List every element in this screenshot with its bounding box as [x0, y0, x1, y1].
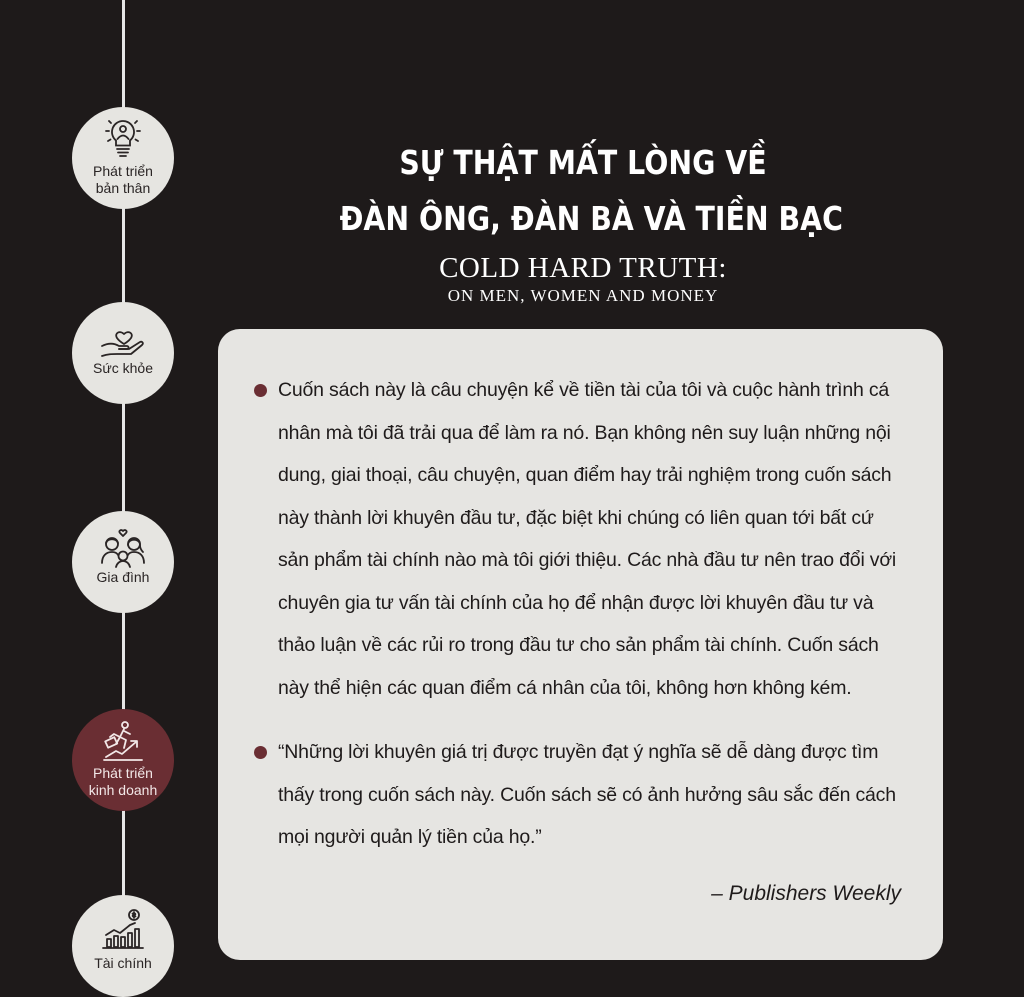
title-english-line2: ON MEN, WOMEN AND MONEY	[447, 286, 719, 305]
description-card	[218, 329, 943, 960]
timeline-node-health	[72, 302, 174, 404]
timeline-label: Phát triển kinh doanh	[88, 765, 158, 798]
timeline-node-family	[72, 511, 174, 613]
title-vietnamese-line2: ĐÀN ÔNG, ĐÀN BÀ VÀ TIỀN BẠC	[339, 199, 843, 238]
timeline-label: Tài chính	[94, 955, 152, 971]
quote-attribution: – Publishers Weekly	[711, 881, 901, 905]
lightbulb-person-icon	[98, 117, 148, 161]
title-vietnamese-line1: SỰ THẬT MẤT LÒNG VỀ	[399, 143, 767, 182]
review-quote	[254, 731, 907, 859]
business-growth-icon	[98, 719, 148, 763]
hand-heart-icon	[98, 316, 148, 360]
family-icon	[98, 525, 148, 569]
finance-chart-icon	[98, 907, 148, 951]
timeline-node-finance	[72, 895, 174, 997]
bullet-dot	[254, 384, 267, 397]
timeline-node-business-development	[72, 709, 174, 811]
timeline-label: Phát triển bản thân	[93, 163, 153, 196]
book-title-block	[300, 135, 866, 307]
description-paragraph	[254, 369, 907, 709]
title-english-line1: COLD HARD TRUTH:	[439, 252, 727, 284]
timeline-label: Gia đình	[96, 569, 150, 585]
timeline-node-personal-development	[72, 107, 174, 209]
paragraph-text: Cuốn sách này là câu chuyện kể về tiền tài của tôi và cuộc hành trình cá nhân mà tôi đã trải qua để làm ra nó. Bạn không nên suy luận những nội dung, giai thoại, câu chuyện, quan điểm hay trải nghiệm trong cuốn sách này thành lời khuyên đầu tư, đặc biệt khi chúng có liên quan tới bất cứ sản phẩm tài chính nào mà tôi giới thiệu. Các nhà đầu tư nên trao đổi với chuyên gia tư vấn tài chính của họ để nhận được lời khuyên đầu tư và thảo luận về các rủi ro trong đầu tư cho sản phẩm tài chính. Cuốn sách này thể hiện các quan điểm cá nhân của tôi, không hơn không kém.	[278, 379, 897, 699]
quote-text: “Những lời khuyên giá trị được truyền đạt ý nghĩa sẽ dễ dàng được tìm thấy trong cuốn sách này. Cuốn sách sẽ có ảnh hưởng sâu sắc đến cách mọi người quản lý tiền của họ.”	[278, 741, 896, 848]
bullet-dot	[254, 746, 267, 759]
timeline-label: Sức khỏe	[93, 360, 153, 376]
